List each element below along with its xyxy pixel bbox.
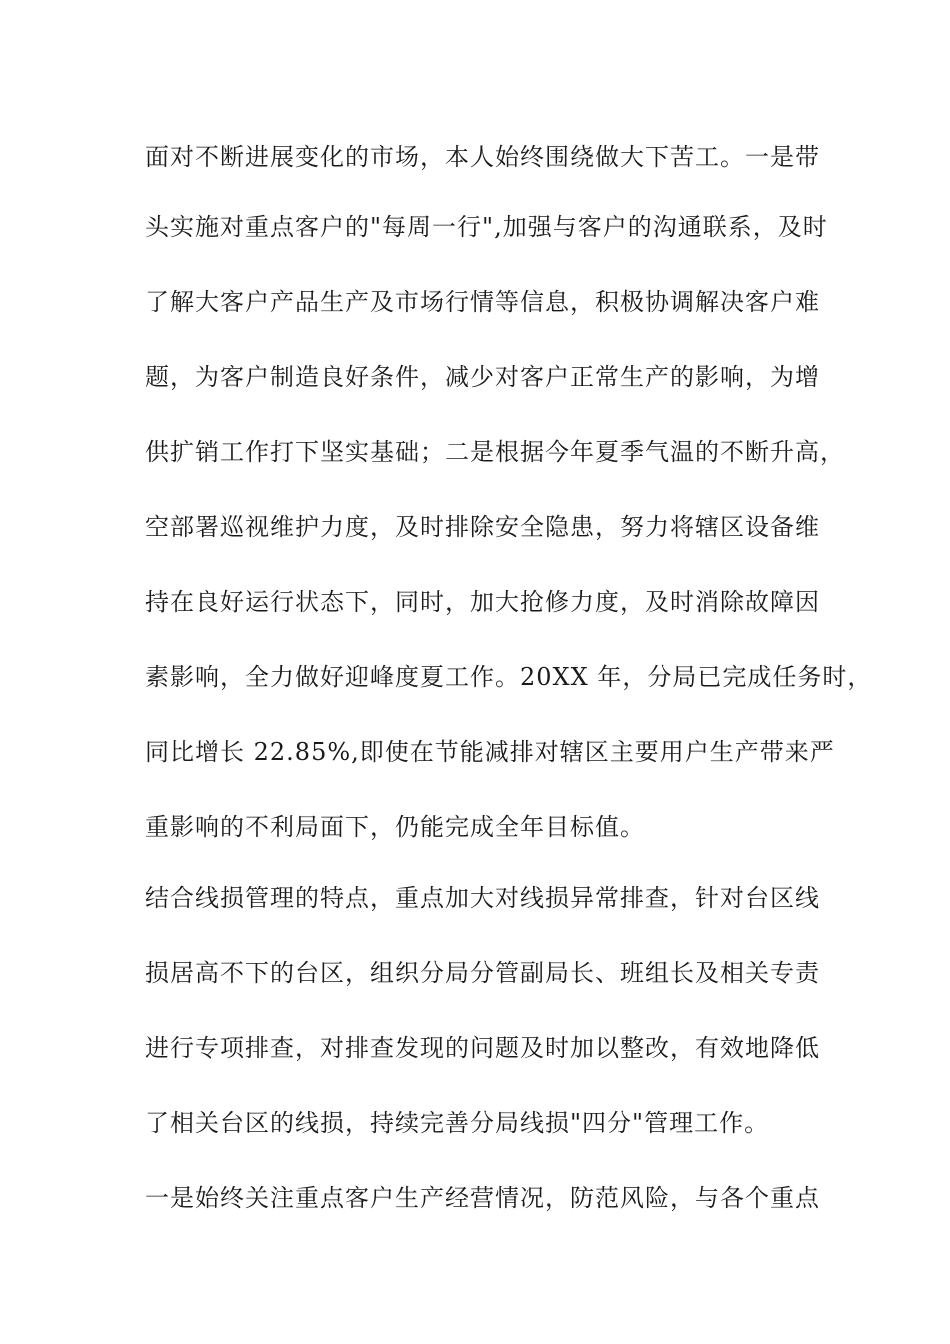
text-line: 重影响的不利局面下，仍能完成全年目标值。	[145, 813, 645, 841]
text-line: 头实施对重点客户的"每周一行",加强与客户的沟通联系，及时	[145, 213, 828, 241]
text-line: 结合线损管理的特点，重点加大对线损异常排查，针对台区线	[145, 884, 820, 912]
text-line: 持在良好运行状态下，同时，加大抢修力度，及时消除故障因	[145, 588, 820, 616]
text-line: 一是始终关注重点客户生产经营情况，防范风险，与各个重点	[145, 1184, 820, 1212]
text-line: 了相关台区的线损，持续完善分局线损"四分"管理工作。	[145, 1109, 770, 1137]
text-line: 供扩销工作打下坚实基础；二是根据今年夏季气温的不断升高，	[145, 438, 845, 466]
text-line: 了解大客户产品生产及市场行情等信息，积极协调解决客户难	[145, 288, 820, 316]
text-line: 空部署巡视维护力度，及时排除安全隐患，努力将辖区设备维	[145, 513, 820, 541]
text-line: 同比增长 22.85%,即使在节能减排对辖区主要用户生产带来严	[145, 738, 835, 766]
text-line: 题，为客户制造良好条件，减少对客户正常生产的影响，为增	[145, 363, 820, 391]
text-line: 进行专项排查，对排查发现的问题及时加以整改，有效地降低	[145, 1034, 820, 1062]
text-line: 素影响，全力做好迎峰度夏工作。20XX 年，分局已完成任务时，	[145, 663, 873, 691]
text-line: 面对不断进展变化的市场，本人始终围绕做大下苦工。一是带	[145, 143, 820, 171]
text-line: 损居高不下的台区，组织分局分管副局长、班组长及相关专责	[145, 959, 820, 987]
